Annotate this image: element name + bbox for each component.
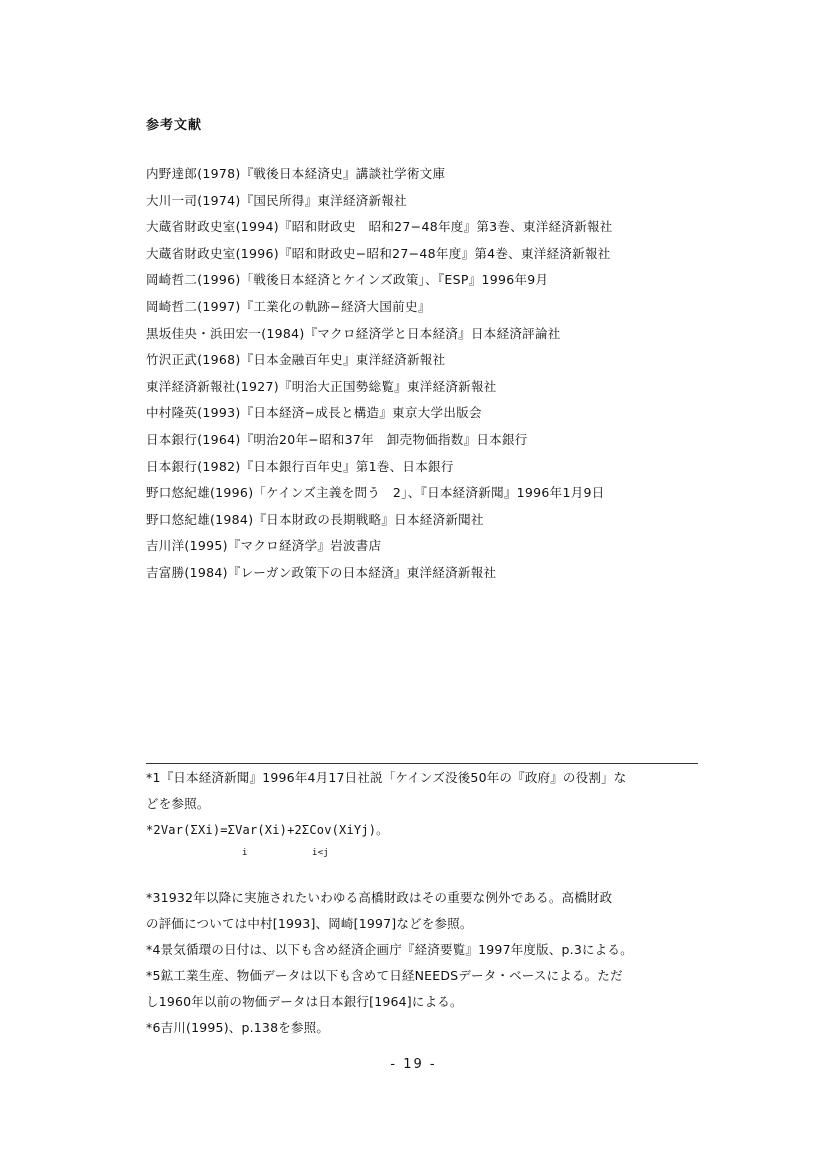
reference-item: 黒坂佳央・浜田宏一(1984)『マクロ経済学と日本経済』日本経済評論社 xyxy=(146,325,561,341)
reference-item: 岡崎哲二(1997)『工業化の軌跡−経済大国前史』 xyxy=(146,298,431,314)
footnote-3-line-2: の評価については中村[1993]、岡崎[1997]などを参照。 xyxy=(146,916,473,931)
reference-item: 東洋経済新報社(1927)『明治大正国勢総覧』東洋経済新報社 xyxy=(146,378,497,394)
footnote-1-line-1: *1『日本経済新聞』1996年4月17日社説「ケインズ没後50年の『政府』の役割」な xyxy=(146,770,627,785)
reference-item: 野口悠紀雄(1996)「ケインズ主義を問う 2」、『日本経済新聞』1996年1月9日 xyxy=(146,485,605,501)
reference-list xyxy=(146,164,613,590)
footnote-2-formula: *2Var(ΣXi)=ΣVar(Xi)+2ΣCov(XiYj)。 xyxy=(146,823,389,837)
footnote-spacer xyxy=(146,866,726,888)
footnote-5-line-1: *5鉱工業生産、物価データは以下も含めて日経NEEDSデータ・ベースによる。ただ xyxy=(146,968,623,983)
reference-item: 大蔵省財政史室(1996)『昭和財政史−昭和27−48年度』第4巻、東洋経済新報社 xyxy=(146,245,611,261)
reference-item: 日本銀行(1982)『日本銀行百年史』第1巻、日本銀行 xyxy=(146,458,454,474)
reference-item: 中村隆英(1993)『日本経済−成長と構造』東京大学出版会 xyxy=(146,405,482,421)
reference-item: 野口悠紀雄(1984)『日本財政の長期戦略』日本経済新聞社 xyxy=(146,511,484,527)
reference-item: 吉富勝(1984)『レーガン政策下の日本経済』東洋経済新報社 xyxy=(146,564,497,580)
reference-item: 日本銀行(1964)『明治20年−昭和37年 卸売物価指数』日本銀行 xyxy=(146,431,528,447)
page-number: - 19 - xyxy=(390,1057,437,1072)
footnote-4: *4景気循環の日付は、以下も含め経済企画庁『経済要覧』1997年度版、p.3による。 xyxy=(146,942,633,957)
footnote-6: *6吉川(1995)、p.138を参照。 xyxy=(146,1020,330,1035)
footnote-3-line-1: *31932年以降に実施されたいわゆる高橋財政はその重要な例外である。高橋財政 xyxy=(146,890,613,905)
footnote-divider xyxy=(146,763,698,764)
footnote-1-line-2: どを参照。 xyxy=(146,796,210,811)
reference-item: 内野達郎(1978)『戦後日本経済史』講談社学術文庫 xyxy=(146,166,446,181)
reference-item: 大川一司(1974)『国民所得』東洋経済新報社 xyxy=(146,192,407,208)
reference-item: 岡崎哲二(1996)「戦後日本経済とケインズ政策」、『ESP』1996年9月 xyxy=(146,272,549,288)
reference-item: 大蔵省財政史室(1994)『昭和財政史 昭和27−48年度』第3巻、東洋経済新報社 xyxy=(146,219,613,235)
reference-item: 竹沢正武(1968)『日本金融百年史』東洋経済新報社 xyxy=(146,352,446,368)
references-heading: 参考文献 xyxy=(146,118,203,133)
reference-item: 吉川洋(1995)『マクロ経済学』岩波書店 xyxy=(146,538,382,554)
footnote-2-subscripts: i i<j xyxy=(242,848,329,858)
footnote-5-line-2: し1960年以前の物価データは日本銀行[1964]による。 xyxy=(146,994,463,1009)
footnotes xyxy=(146,768,726,1044)
